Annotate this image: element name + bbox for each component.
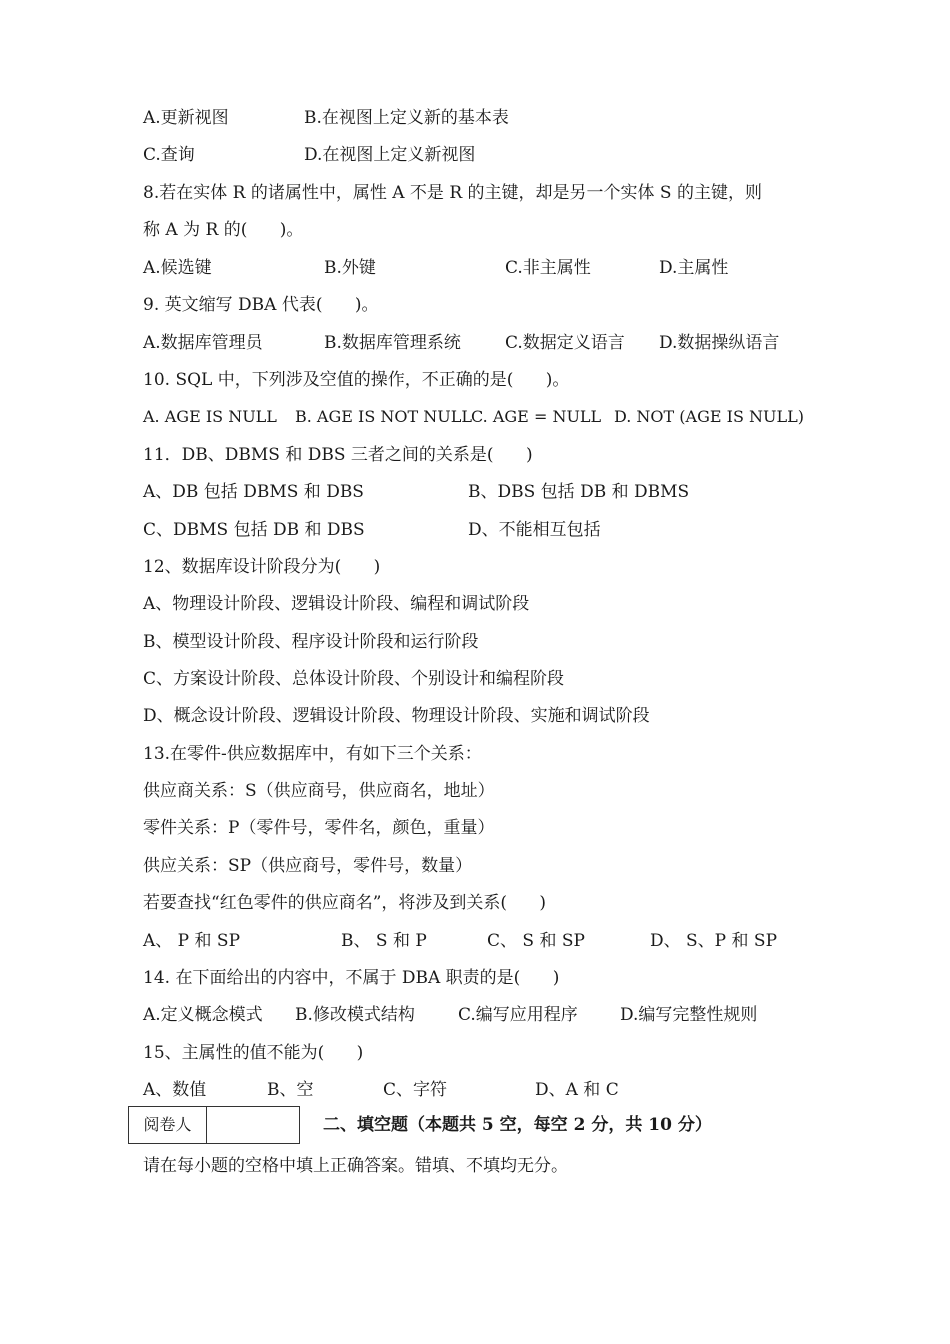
q13-option-b: B、 S 和 P xyxy=(341,931,427,951)
q8-option-b: B.外键 xyxy=(324,258,376,278)
q7-option-b: B.在视图上定义新的基本表 xyxy=(304,108,509,128)
q15-option-b: B、空 xyxy=(267,1080,314,1100)
q12-stem: 12、数据库设计阶段分为( ) xyxy=(143,557,381,577)
q7-option-d: D.在视图上定义新视图 xyxy=(304,145,476,165)
q12-option-b: B、模型设计阶段、程序设计阶段和运行阶段 xyxy=(143,632,479,652)
q8-option-d: D.主属性 xyxy=(659,258,729,278)
q14-option-d: D.编写完整性规则 xyxy=(620,1005,758,1025)
q11-option-c: C、DBMS 包括 DB 和 DBS xyxy=(143,520,365,540)
q8-stem-line-1: 8.若在实体 R 的诸属性中，属性 A 不是 R 的主键，却是另一个实体 S 的主键，则 xyxy=(143,183,762,203)
q13-option-d: D、 S、P 和 SP xyxy=(650,931,778,951)
q9-option-a: A.数据库管理员 xyxy=(143,333,263,353)
q10-stem: 10. SQL 中，下列涉及空值的操作，不正确的是( )。 xyxy=(143,370,570,390)
q8-option-c: C.非主属性 xyxy=(505,258,591,278)
q15-stem: 15、主属性的值不能为( ) xyxy=(143,1043,364,1063)
q13-options-row xyxy=(143,928,778,954)
q14-option-b: B.修改模式结构 xyxy=(295,1005,415,1025)
q12-option-a: A、物理设计阶段、逻辑设计阶段、编程和调试阶段 xyxy=(143,594,530,614)
q15-option-d: D、A 和 C xyxy=(535,1080,619,1100)
q14-options-row xyxy=(143,1002,758,1028)
q13-option-c: C、 S 和 SP xyxy=(487,931,585,951)
q11-option-a: A、DB 包括 DBMS 和 DBS xyxy=(143,482,364,502)
q11-stem: 11．DB、DBMS 和 DBS 三者之间的关系是( ) xyxy=(143,445,533,465)
q12-option-c: C、方案设计阶段、总体设计阶段、个别设计和编程阶段 xyxy=(143,669,565,689)
q11-option-b: B、DBS 包括 DB 和 DBMS xyxy=(468,482,690,502)
q8-stem-line-2: 称 A 为 R 的( )。 xyxy=(143,220,304,240)
q7-options-row-1 xyxy=(143,105,509,131)
section-2-title: 二、填空题（本题共 5 空，每空 2 分，共 10 分） xyxy=(323,1115,712,1135)
q11-options-row-2 xyxy=(143,517,601,543)
q8-option-a: A.候选键 xyxy=(143,258,212,278)
q13-stem: 13.在零件-供应数据库中，有如下三个关系： xyxy=(143,744,482,764)
q11-option-d: D、不能相互包括 xyxy=(468,520,601,540)
q10-option-b: B. AGE IS NOT NULL xyxy=(295,407,473,426)
q10-option-a: A. AGE IS NULL xyxy=(143,407,277,426)
q10-option-c: C. AGE = NULL xyxy=(471,407,602,426)
q7-option-a: A.更新视图 xyxy=(143,108,229,128)
q11-options-row-1 xyxy=(143,479,690,505)
q7-option-c: C.查询 xyxy=(143,145,195,165)
q15-option-a: A、数值 xyxy=(143,1080,207,1100)
q13-relation-p: 零件关系：P（零件号，零件名，颜色，重量） xyxy=(143,818,495,838)
q9-options-row xyxy=(143,330,780,356)
q7-options-row-2 xyxy=(143,142,476,168)
q10-option-d: D. NOT (AGE IS NULL) xyxy=(614,407,804,426)
q14-stem: 14. 在下面给出的内容中，不属于 DBA 职责的是( ) xyxy=(143,968,560,988)
grader-box xyxy=(128,1106,300,1144)
q13-relation-sp: 供应关系：SP（供应商号，零件号，数量） xyxy=(143,856,473,876)
q9-option-b: B.数据库管理系统 xyxy=(324,333,461,353)
section-2-instruction: 请在每小题的空格中填上正确答案。错填、不填均无分。 xyxy=(143,1156,568,1176)
q9-stem: 9. 英文缩写 DBA 代表( )。 xyxy=(143,295,379,315)
q13-question: 若要查找“红色零件的供应商名”，将涉及到关系( ) xyxy=(143,893,547,913)
q8-options-row xyxy=(143,255,729,281)
q13-relation-s: 供应商关系：S（供应商号，供应商名，地址） xyxy=(143,781,495,801)
grader-signature-field[interactable] xyxy=(207,1107,299,1143)
q14-option-c: C.编写应用程序 xyxy=(458,1005,578,1025)
q9-option-c: C.数据定义语言 xyxy=(505,333,625,353)
q9-option-d: D.数据操纵语言 xyxy=(659,333,780,353)
grader-label: 阅卷人 xyxy=(129,1107,207,1143)
q14-option-a: A.定义概念模式 xyxy=(143,1005,263,1025)
q15-options-row xyxy=(143,1077,619,1103)
q13-option-a: A、 P 和 SP xyxy=(143,931,241,951)
q12-option-d: D、概念设计阶段、逻辑设计阶段、物理设计阶段、实施和调试阶段 xyxy=(143,706,650,726)
q15-option-c: C、字符 xyxy=(383,1080,448,1100)
q10-options-row xyxy=(143,404,804,430)
